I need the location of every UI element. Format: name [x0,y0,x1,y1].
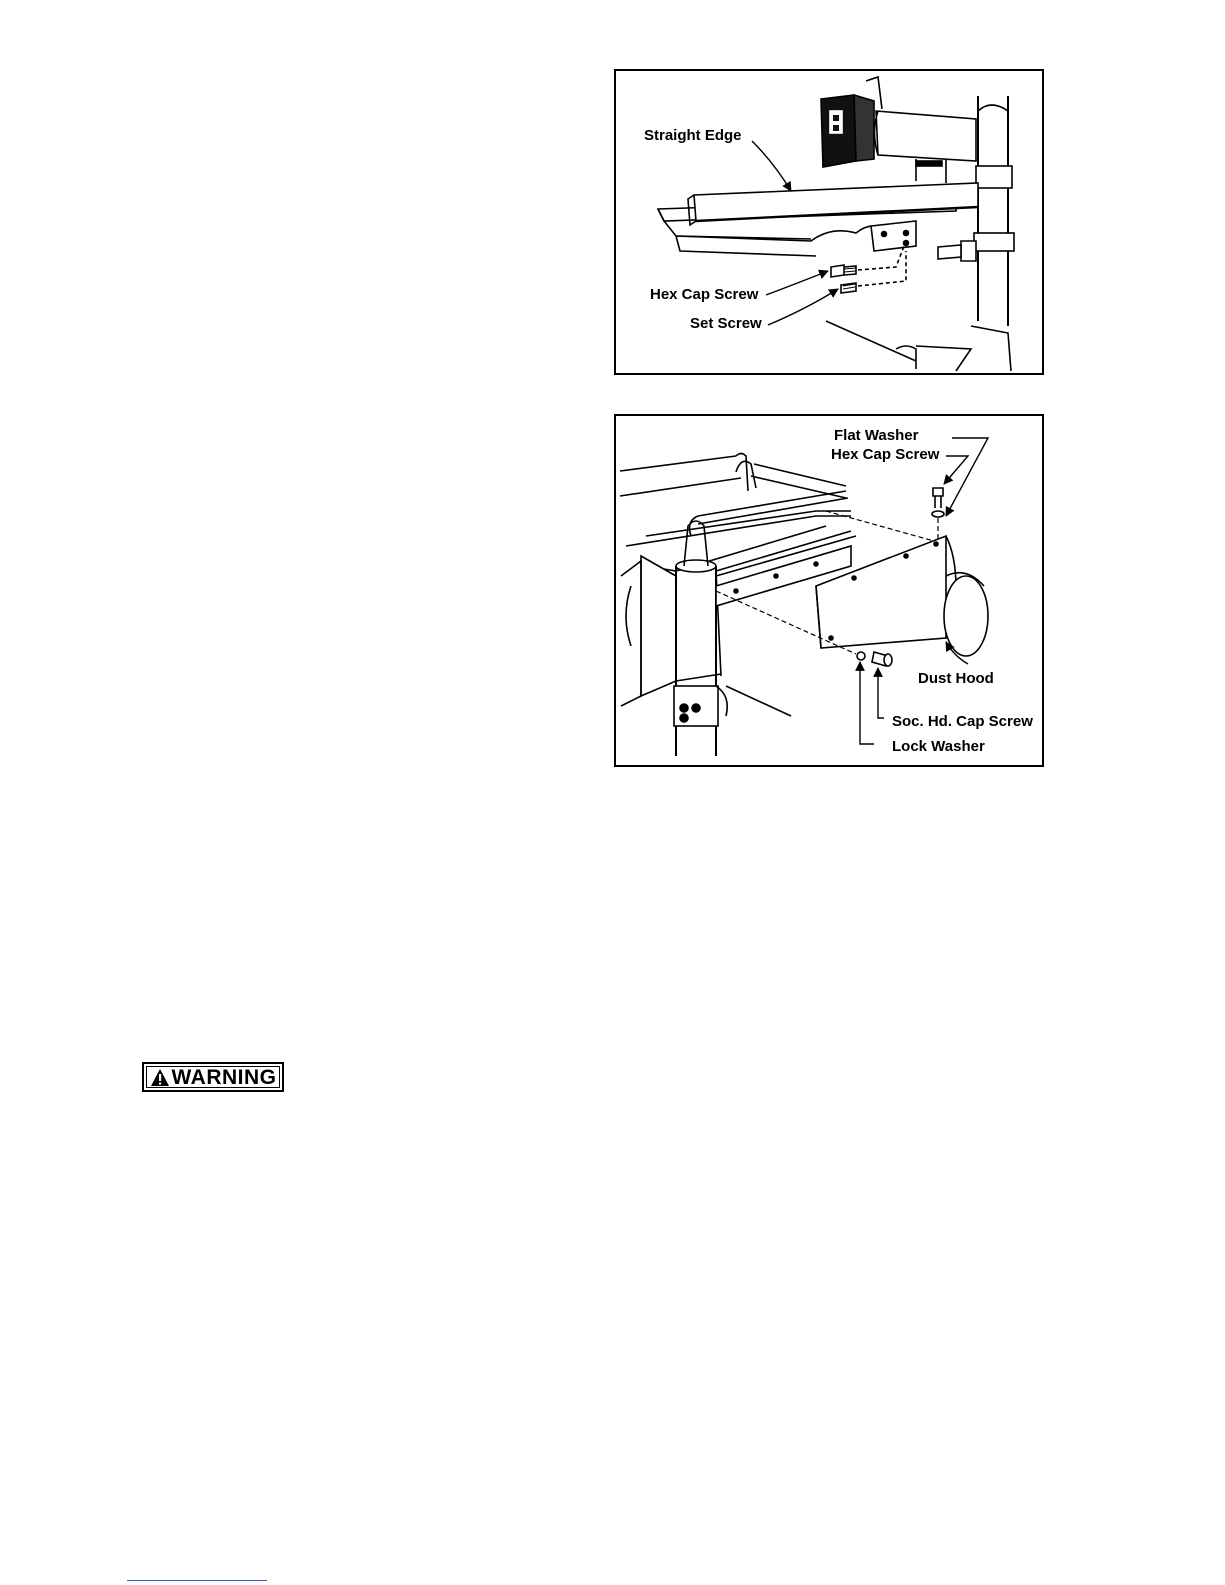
footer-link-underline [127,1580,267,1581]
callout-leaders [616,71,1042,373]
label-flat-washer: Flat Washer [834,427,919,444]
label-lock-washer: Lock Washer [892,738,985,755]
figure-straight-edge [614,69,1044,375]
warning-triangle-icon [150,1068,170,1087]
label-hex-cap-screw: Hex Cap Screw [650,286,759,303]
warning-label: WARNING [171,1065,277,1089]
label-set-screw: Set Screw [690,315,762,332]
figure-dust-hood [614,414,1044,767]
label-straight-edge: Straight Edge [644,127,742,144]
label-dust-hood: Dust Hood [918,670,994,687]
warning-badge [142,1062,284,1092]
label-soc-hd-cap-screw: Soc. Hd. Cap Screw [892,713,1033,730]
label-hex-cap-screw: Hex Cap Screw [831,446,940,463]
